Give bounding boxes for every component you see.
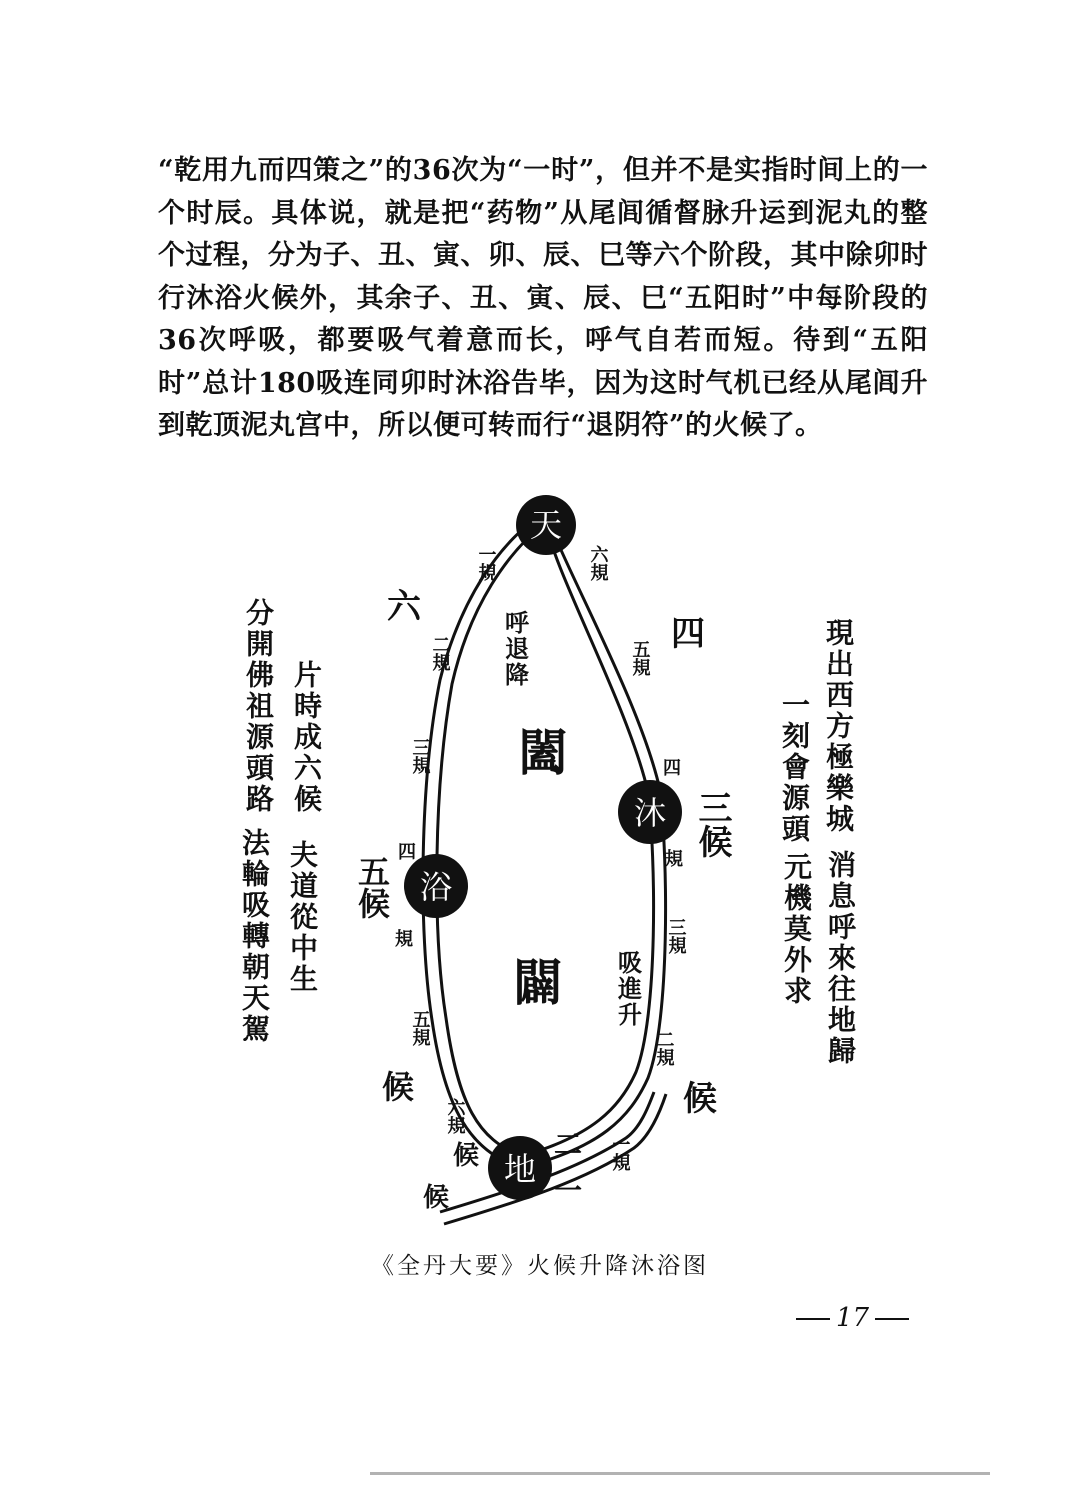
node-label-tian: 天 — [529, 506, 563, 544]
right-hou-2: 候 — [683, 1079, 717, 1119]
bottom-hou-a: 候 — [452, 1141, 480, 1171]
right-poem-col-3: 消息呼來往地歸 — [824, 850, 857, 1067]
right-hou-4: 四 — [671, 614, 705, 654]
right-gui-1: 一規 — [609, 1135, 631, 1171]
left-gui-1: 一規 — [475, 545, 497, 581]
node-label-yu: 浴 — [419, 868, 453, 906]
left-hou-5: 五候 — [353, 855, 391, 919]
left-gui-4a: 四 — [398, 842, 416, 863]
right-hou-3: 三候 — [692, 790, 732, 858]
right-gui-6: 六規 — [587, 545, 609, 581]
left-gui-5: 五規 — [409, 1010, 431, 1046]
bottom-hou-b: 候 — [422, 1183, 450, 1213]
center-he: 闔 — [518, 723, 568, 782]
center-pi: 闢 — [513, 953, 563, 1012]
right-poem-col-1: 現出西方極樂城 — [822, 618, 855, 835]
node-label-mu: 沐 — [633, 794, 667, 832]
node-mu — [618, 780, 682, 844]
right-poem-col-2: 一刻會源頭 — [778, 690, 811, 845]
left-gui-6: 六規 — [444, 1098, 466, 1134]
page-number-value: 17 — [836, 1303, 870, 1333]
right-gui-2: 二規 — [653, 1030, 675, 1066]
node-di — [488, 1136, 552, 1200]
body-paragraph: “乾用九而四策之”的36次为“一时”，但并不是实指时间上的一个时辰。具体说，就是把“药物”从尾闾循督脉升运到泥丸的整个过程，分为子、丑、寅、卯、辰、巳等六个阶段，其中除卯时行沐浴火候外，其余子、丑、寅、辰、巳“五阳时”中每阶段的36次呼吸，都要吸气着意而长，呼气自若而短。待到“五阳时”总计180吸连同卯时沐浴告毕，因为这时气机已经从尾闾升到乾顶泥丸宫中，所以便可转而行“退阴符”的火候了。 — [158, 155, 928, 441]
left-gui-2: 二規 — [429, 635, 451, 671]
page-number-dash-left — [796, 1318, 830, 1320]
loop-inner-line — [437, 522, 654, 1156]
left-poem-col-3: 法輪吸轉朝天駕 — [238, 828, 271, 1045]
inner-right-label: 吸進升 — [613, 950, 643, 1028]
page-number-dash-right — [875, 1318, 909, 1320]
node-yu — [404, 854, 468, 918]
left-poem-col-1: 分開佛祖源頭路 — [242, 598, 275, 815]
right-gui-3: 三規 — [665, 918, 687, 954]
left-hou-6: 六 — [387, 587, 421, 627]
page-number — [790, 1303, 915, 1333]
inner-left-label: 呼退降 — [500, 610, 530, 688]
left-hou-1: 候 — [381, 1068, 415, 1106]
left-gui-4b: 規 — [395, 929, 413, 950]
node-tian — [516, 495, 576, 555]
right-gui-4b: 規 — [665, 849, 683, 870]
left-poem-col-4: 夫道從中生 — [286, 840, 319, 995]
right-gui-4a: 四 — [663, 758, 681, 779]
bottom-yi: 一 — [553, 1174, 583, 1207]
right-gui-5: 五規 — [629, 640, 651, 676]
left-poem-col-2: 片時成六候 — [290, 660, 323, 815]
right-poem-col-4: 元機莫外求 — [780, 852, 813, 1007]
left-gui-3: 三規 — [409, 738, 431, 774]
node-label-di: 地 — [503, 1150, 537, 1188]
scan-artifact-line — [370, 1472, 990, 1475]
figure-caption: 《全丹大要》火候升降沐浴图 — [371, 1253, 709, 1279]
loop-outer-line — [423, 512, 666, 1168]
bottom-er: 二 — [553, 1128, 583, 1161]
